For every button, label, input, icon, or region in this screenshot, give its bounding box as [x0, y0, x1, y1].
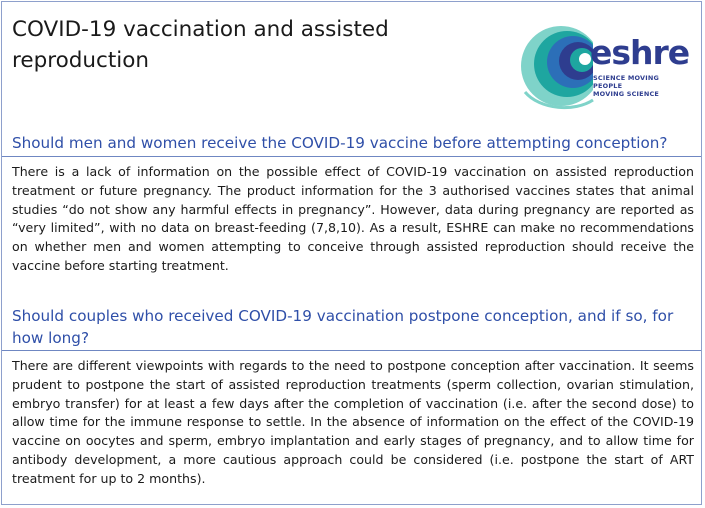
section-1-question: Should men and women receive the COVID-19 vaccine before attempting conception?: [12, 134, 668, 152]
section-1-divider: [2, 156, 701, 157]
eshre-logo: [515, 14, 695, 114]
page-title: COVID-19 vaccination and assisted reproduction: [12, 17, 389, 73]
logo-tagline-3: MOVING SCIENCE: [593, 90, 660, 98]
section-2-divider: [2, 350, 701, 351]
section-2-answer: There are different viewpoints with regards to the need to postpone conception after vaccination. It seems prudent to postpone the start of assisted reproduction treatments (sperm collection, ovarian stimulation, embryo transfer) for at least a few days after the completion of vaccination (i.e. after the second dose) to allow time for the immune response to settle. In the absence of information on the effect of the COVID-19 vaccine on oocytes and sperm, embryo implantation and early stages of pregnancy, and to allow time for antibody development, a more cautious approach could be considered (i.e. postpone the start of ART treatment for up to 2 months).: [12, 358, 694, 486]
logo-wordmark: eshre: [590, 33, 690, 72]
logo-tagline-2: PEOPLE: [593, 82, 623, 90]
logo-tagline-1: SCIENCE MOVING: [593, 74, 660, 82]
section-1-answer: There is a lack of information on the possible effect of COVID-19 vaccination on assisted reproduction treatment or future pregnancy. The product information for the 3 authorised vaccines states that animal studies “do not show any harmful effects in pregnancy”. However, data during pregnancy are reported as “very limited”, with no data on breast-feeding (7,8,10). As a result, ESHRE can make no recommendations on whether men and women attempting to conceive through assisted reproduction should receive the vaccine before starting treatment.: [12, 164, 694, 273]
section-2-question: Should couples who received COVID-19 vaccination postpone conception, and if so, for how long?: [12, 307, 674, 347]
